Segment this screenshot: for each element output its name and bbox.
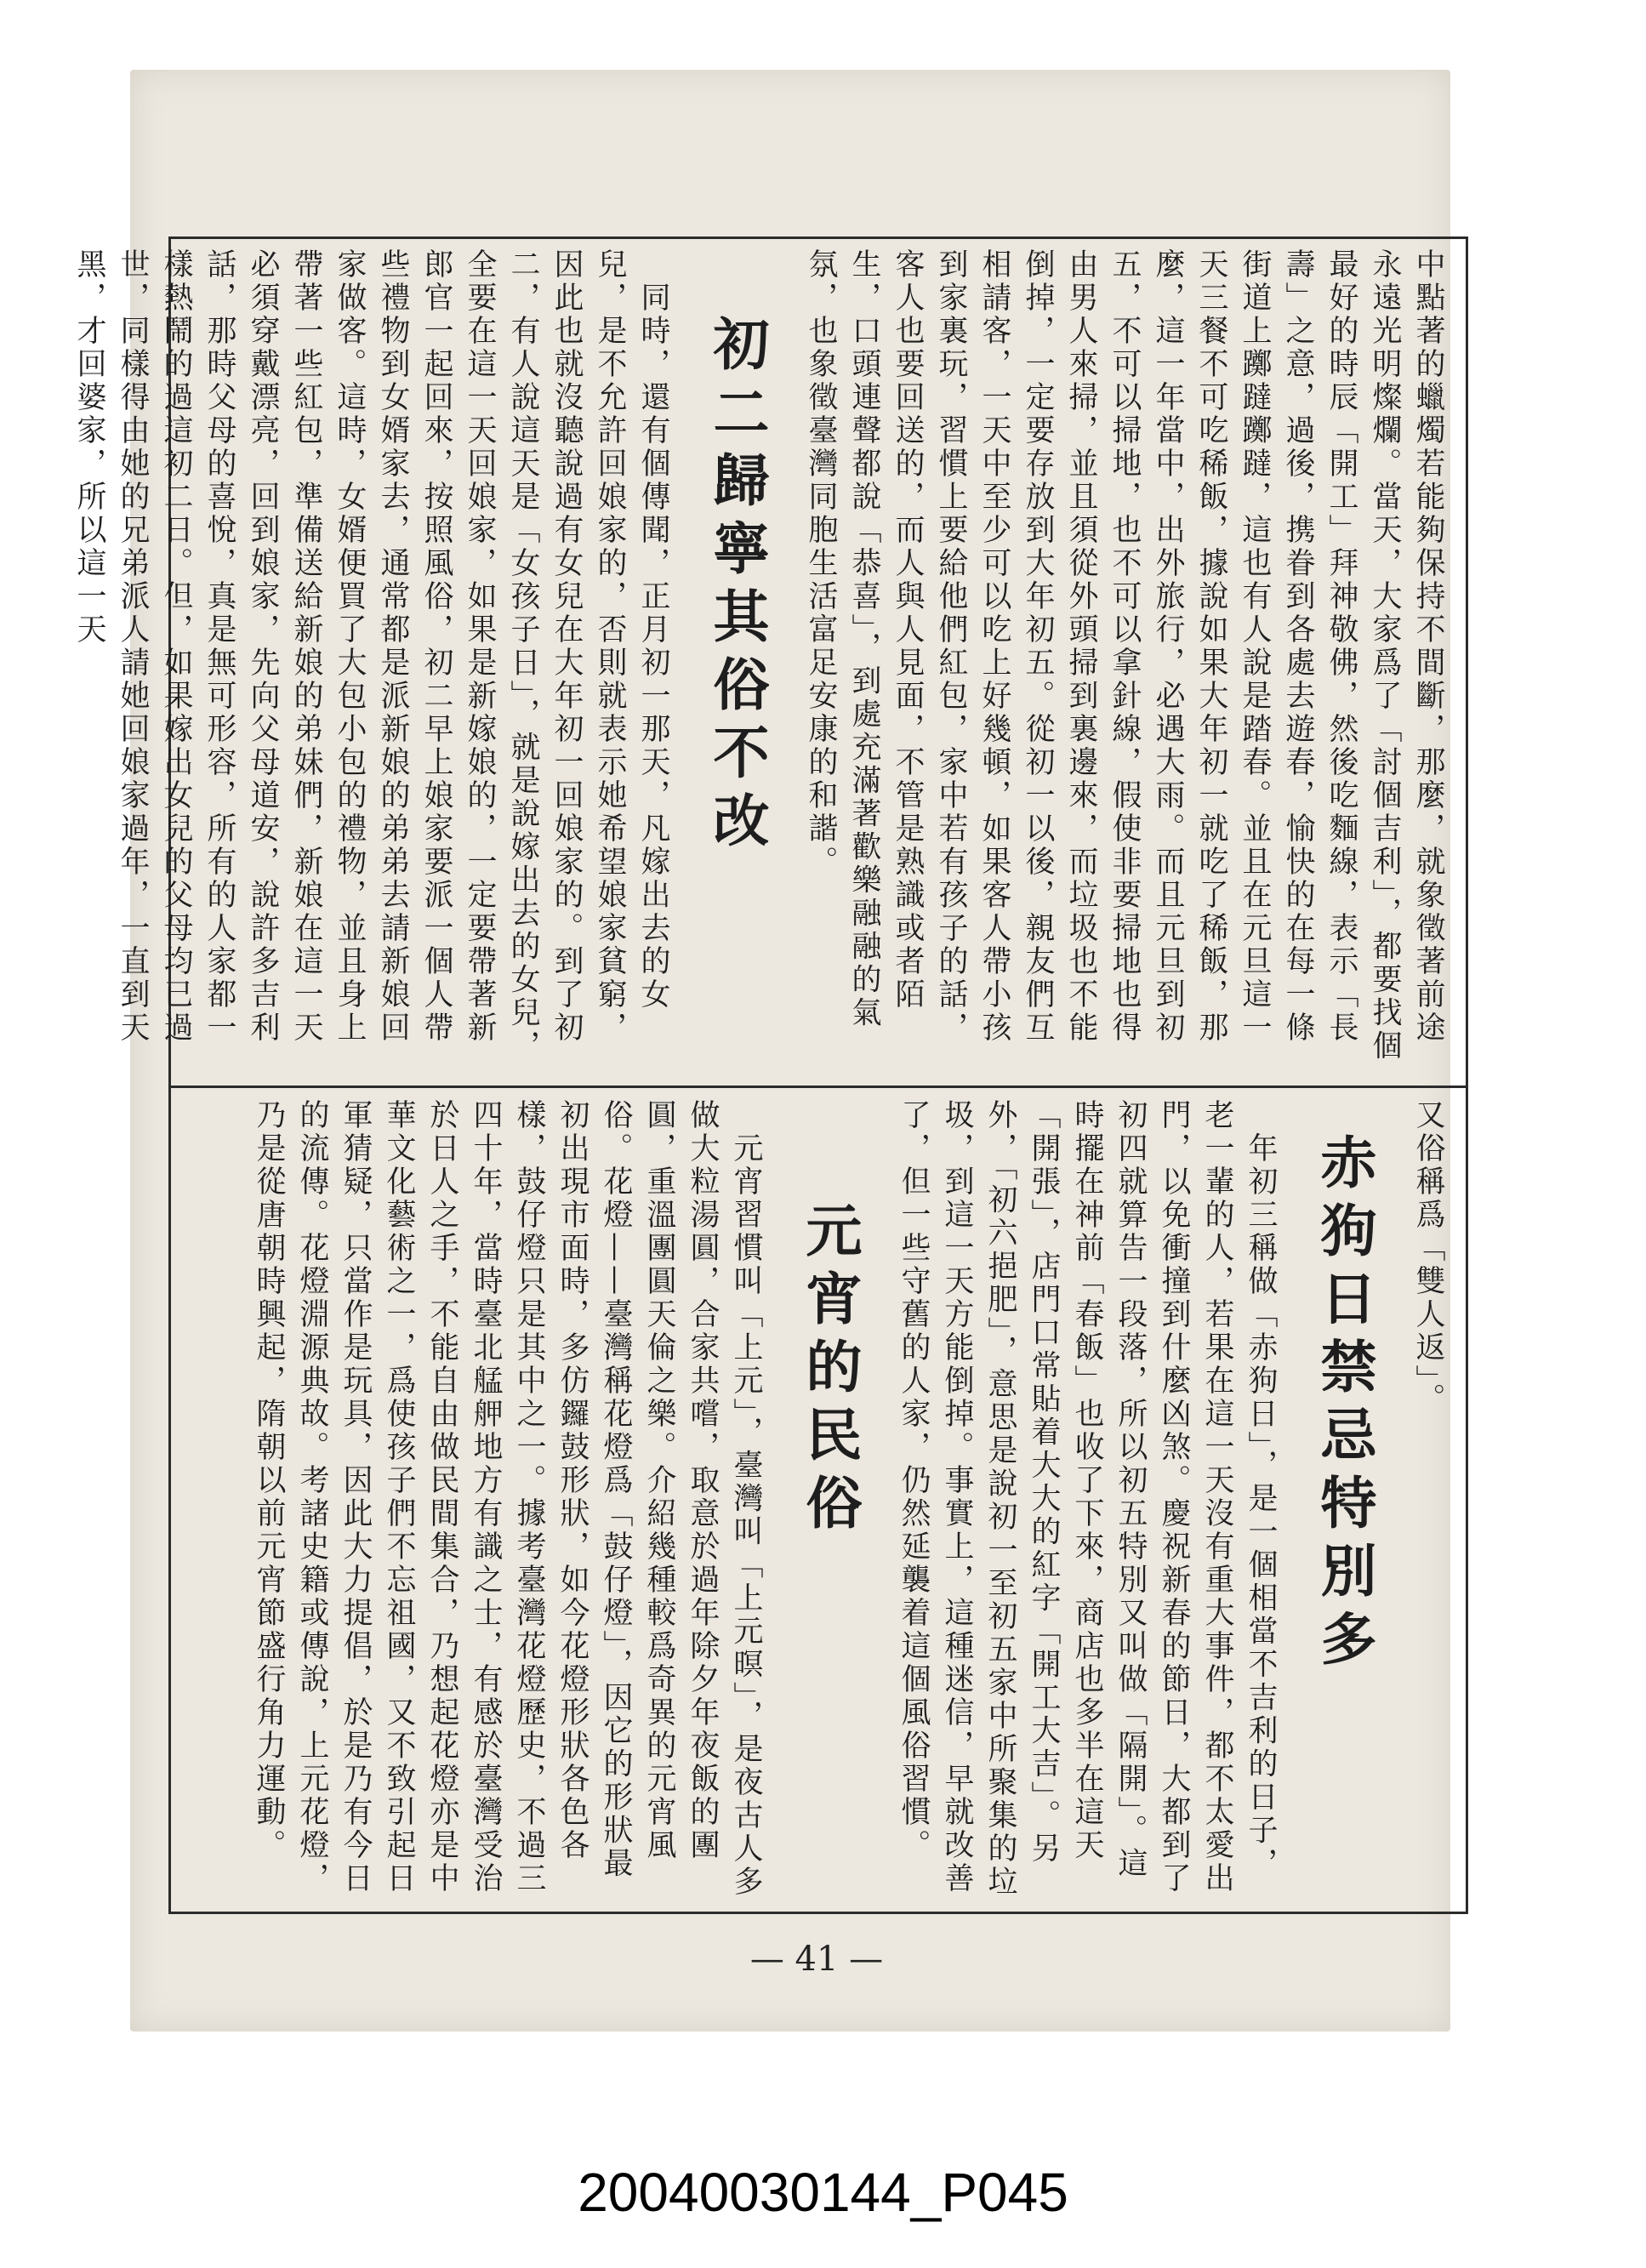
heading-second-day-return: 初二歸寧其俗不改 — [703, 315, 770, 859]
bottom-panel — [187, 1099, 1450, 1903]
page-number: — 41 — — [749, 1940, 884, 1979]
top-panel — [72, 248, 1450, 1072]
heading-red-dog-day: 赤狗日禁忌特別多 — [1311, 1133, 1377, 1678]
lantern-festival-paragraph: 元宵習慣叫「上元」，臺灣叫「上元暝」，是夜古人多做大粒湯圓，合家共嚐，取意於過年除夕年夜飯的團圓，重溫團圓天倫之樂。介紹幾種較爲奇異的元宵風俗。花燈——臺灣稱花燈爲「鼓仔燈」，因它的形狀最初出現市面時，多仿鑼鼓形狀，如今花燈形狀各色各樣，鼓仔燈只是其中之一。據考臺灣花燈歷史，不過三四十年，當時臺北艋舺地方有識之士，有感於臺灣受治於日人之手，不能自由做民間集合，乃想起花燈亦是中華文化藝術之一，爲使孩子們不忘祖國，又不致引起日軍猜疑，只當作是玩具，因此大力提倡，於是乃有今日的流傳。花燈淵源典故。考諸史籍或傳說，上元花燈，乃是從唐朝時興起，隋朝以前元宵節盛行角力運動。 — [252, 1099, 763, 1899]
red-dog-day-paragraph: 年初三稱做「赤狗日」，是一個相當不吉利的日子，老一輩的人，若果在這一天沒有重大事件，都不太愛出門，以免衝撞到什麼凶煞。慶祝新春的節日，大都到了初四就算告一段落，所以初五特別又叫做「隔開」。這時擺在神前「春飯」也收了下來，商店也多半在這天「開張」，店門口常貼着大大的紅字「開工大吉」。另外，「初六挹肥」，意思是說初一至初五家中所聚集的垃圾，到這一天方能倒掉。事實上，這種迷信，早就改善了，但一些守舊的人家，仍然延襲着這個風俗習慣。 — [897, 1099, 1278, 1899]
scan-id-caption: 20040030144_P045 — [578, 2162, 1068, 2223]
top-intro-paragraph: 中點著的蠟燭若能夠保持不間斷，那麼，就象徵著前途永遠光明燦爛。當天，大家爲了「討個吉利」，都要找個最好的時辰「開工」拜神敬佛，然後吃麵線，表示「長壽」之意，過後，携眷到各處去遊春，愉快的在每一條街道上躑躂躑躂，這也有人說是踏春。並且在元旦這一天三餐不可吃稀飯，據說如果大年初一就吃了稀飯，那麼，這一年當中，出外旅行，必遇大雨。而且元旦到初五，不可以掃地，也不可以拿針線，假使非要掃地也得由男人來掃，並且須從外頭掃到裏邊來，而垃圾也不能倒掉，一定要存放到大年初五。從初一以後，親友們互相請客，一天中至少可以吃上好幾頓，如果客人帶小孩到家裏玩，習慣上要給他們紅包，家中若有孩子的話，客人也要回送的，而人與人見面，不管是熟識或者陌生，口頭連聲都說「恭喜」，到處充滿著歡樂融融的氣氛，也象徵臺灣同胞生活富足安康的和諧。 — [804, 248, 1445, 1063]
panel-divider — [168, 1086, 1468, 1088]
bottom-intro-paragraph: 又俗稱爲「雙人返」。 — [1411, 1099, 1445, 1416]
second-day-paragraph: 同時，還有個傳聞，正月初一那天，凡嫁出去的女兒，是不允許回娘家的，否則就表示她希望娘家貧窮，因此也就沒聽說過有女兒在大年初一回娘家的。到了初二，有人說這天是「女孩子日」，就是說嫁出去的女兒，全要在這一天回娘家，如果是新嫁娘的，一定要帶著新郎官一起回來，按照風俗，初二早上娘家要派一個人帶些禮物到女婿家去，通常都是派新娘的弟弟去請新娘回家做客。這時，女婿便買了大包小包的禮物，並且身上帶著一些紅包，準備送給新娘的弟妹們，新娘在這一天必須穿戴漂亮，回到娘家，先向父母道安，說許多吉利話，那時父母的喜悅，真是無可形容，所有的人家都一樣熱鬧的過這初二日。但，如果嫁出女兒的父母均已過世，同樣得由她的兄弟派人請她回娘家過年，一直到天黑，才回婆家，所以這一天 — [72, 248, 670, 1063]
heading-lantern-festival: 元宵的民俗 — [796, 1201, 863, 1541]
